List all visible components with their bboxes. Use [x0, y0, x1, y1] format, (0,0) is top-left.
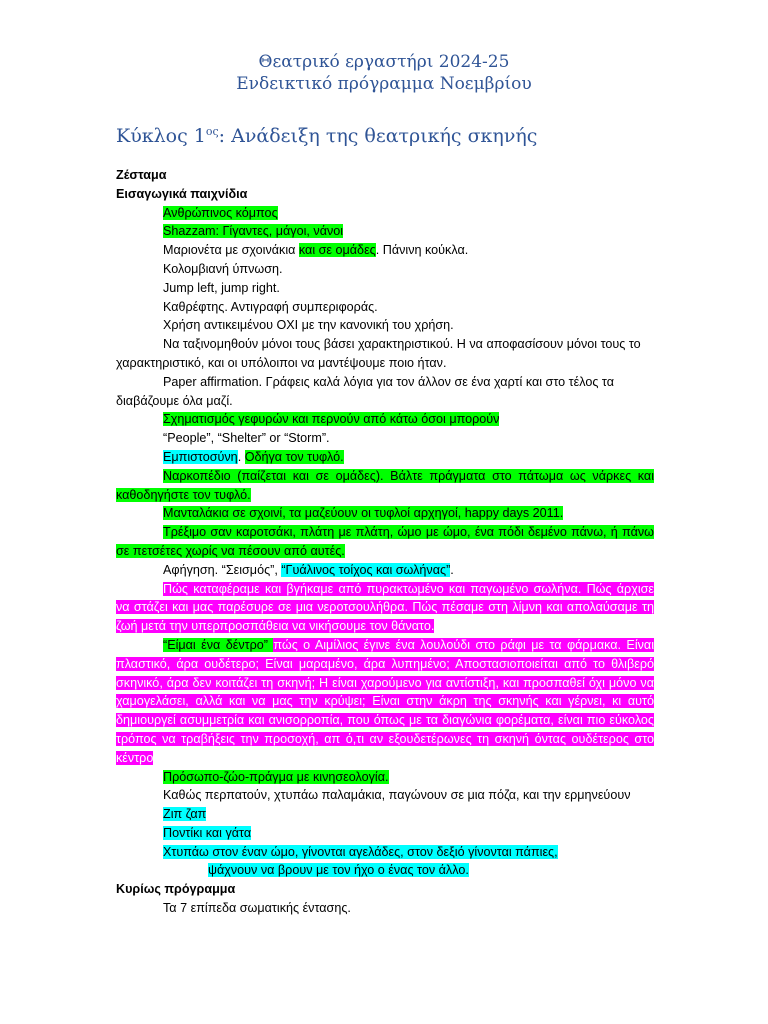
list-item [116, 580, 654, 636]
cycle-heading [116, 123, 537, 149]
list-item [116, 843, 654, 862]
highlight-magenta: πώς ο Αιμίλιος έγινε ένα λουλούδι στο ράφι με τα φάρμακα. Είναι πλαστικό, άρα ουδέτερο; Είναι μαραμένο, άρα λυπημένο; Αποστασιοποιείται από το θλιβερό σκηνικό, άρα δεν κοιτάζει τη σκηνή; Η είναι χαρούμενο για αντίστιξη, και προσπαθεί όχι μόνο να χαμογελάσει, αλλά και να μας την κρύψει; Είναι στην άκρη της σκηνής και γέρνει, κι αυτό δημιουργεί ασυμμετρία και ανισορροπία, που όπως με τα διαγώνια φορέματα, είναι πιο εύκολος τρόπος να τραβήξεις την προσοχή, απ ό,τι αν εξουδετέρωνες τη σκηνή όντας ουδέτερος στο κέντρο [116, 637, 654, 765]
highlight-green: “Είμαι ένα δέντρο” [163, 637, 274, 652]
list-item [116, 561, 654, 580]
text-run: . [450, 562, 454, 577]
list-item [116, 222, 654, 241]
highlight-green: Σχηματισμός γεφυρών και περνούν από κάτω όσοι μπορούν [163, 412, 500, 427]
cycle-heading-post: : Ανάδειξη της θεατρικής σκηνής [218, 125, 538, 147]
list-item [116, 861, 654, 880]
section-warmup: Ζέσταμα [116, 168, 167, 182]
list-item [116, 204, 654, 223]
text-run: Paper affirmation. Γράφεις καλά λόγια για τον άλλον σε ένα χαρτί και στο τέλος τα διαβάζουμε όλα μαζί. [116, 374, 614, 408]
list-item [116, 241, 654, 260]
list-item [116, 523, 654, 561]
list-item: Χρήση αντικειμένου ΟΧΙ με την κανονική του χρήση. [163, 318, 454, 333]
highlight-green: Ανθρώπινος κόμπος [163, 205, 278, 220]
highlight-magenta: Πώς καταφέραμε και βγήκαμε από πυρακτωμένο και παγωμένο σωλήνα. Πώς άρχισε να στάζει και μας παρέσυρε σε μια νεροτσουλήθρα. Πώς πέσαμε στη λίμνη και απολαύσαμε τη ζωή μετά την υπερπροσπάθεια να νικήσουμε τον θάνατο. [116, 581, 654, 634]
highlight-green: Οδήγα τον τυφλό. [244, 449, 344, 464]
list-item [116, 805, 654, 824]
highlight-green: Shazzam: Γίγαντες, μάγοι, νάνοι [163, 224, 344, 239]
highlight-cyan: “Γυάλινος τοίχος και σωλήνας” [281, 562, 451, 577]
highlight-green: Μανταλάκια σε σχοινί, τα μαζεύουν οι τυφλοί αρχηγοί, happy days 2011. [163, 506, 564, 521]
list-item [116, 636, 654, 768]
document-title: Θεατρικό εργαστήρι 2024-25 [258, 52, 510, 72]
list-item: Jump left, jump right. [163, 280, 280, 295]
list-item: “People”, “Shelter” or “Storm”. [163, 431, 330, 446]
highlight-cyan: ψάχνουν να βρουν με τον ήχο ο ένας τον άλλο. [208, 863, 469, 878]
cycle-heading-pre: Κύκλος 1 [116, 125, 206, 147]
list-item [116, 448, 654, 467]
text-run: Να ταξινομηθούν μόνοι τους βάσει χαρακτηριστικού. Η να αποφασίσουν μόνοι τους το χαρακτηριστικό, και οι υπόλοιποι να μαντέψουμε ποιο ήταν. [116, 337, 641, 370]
list-item: Καθρέφτης. Αντιγραφή συμπεριφοράς. [163, 299, 378, 314]
list-item: Καθώς περπατούν, χτυπάω παλαμάκια, παγώνουν σε μια πόζα, και την ερμηνεύουν [163, 788, 631, 803]
highlight-cyan: Ποντίκι και γάτα [163, 825, 252, 840]
list-item [116, 768, 654, 787]
highlight-green: Ναρκοπέδιο (παίζεται και σε ομάδες). Βάλτε πράγματα στο πάτωμα ως νάρκες και καθοδηγήστε τον τυφλό. [116, 468, 654, 502]
section-main: Κυρίως πρόγραμμα [116, 882, 236, 897]
list-item [116, 467, 654, 505]
list-item [116, 335, 654, 373]
cycle-heading-sup: ος [205, 125, 219, 138]
list-item: Τα 7 επίπεδα σωματικής έντασης. [163, 901, 351, 916]
text-run: Αφήγηση. “Σεισμός”, [163, 562, 282, 577]
highlight-green: και σε ομάδες [298, 243, 376, 258]
highlight-cyan: Εμπιστοσύνη [163, 449, 238, 464]
text-run: . Πάνινη κούκλα. [375, 243, 469, 258]
document-body [116, 166, 654, 918]
document-subtitle: Ενδεικτικό πρόγραμμα Νοεμβρίου [236, 74, 532, 94]
text-run: Μαριονέτα με σχοινάκια [163, 243, 299, 258]
highlight-cyan: Χτυπάω στον έναν ώμο, γίνονται αγελάδες, στον δεξιό γίνονται πάπιες, [163, 844, 558, 859]
list-item [116, 504, 654, 523]
list-item [116, 373, 654, 411]
list-item [116, 410, 654, 429]
highlight-cyan: Ζιπ ζαπ [163, 807, 207, 822]
text-run: . [237, 449, 245, 464]
list-item: Κολομβιανή ύπνωση. [163, 261, 283, 276]
highlight-green: Τρέξιμο σαν καροτσάκι, πλάτη με πλάτη, ώμο με ώμο, ένα πόδι δεμένο πάνω, ή πάνω σε πετσέτες χωρίς να πέσουν από αυτές. [116, 525, 654, 558]
section-intro-games: Εισαγωγικά παιχνίδια [116, 186, 248, 201]
list-item [116, 824, 654, 843]
highlight-green: Πρόσωπο-ζώο-πράγμα με κινησεολογία. [163, 769, 389, 784]
